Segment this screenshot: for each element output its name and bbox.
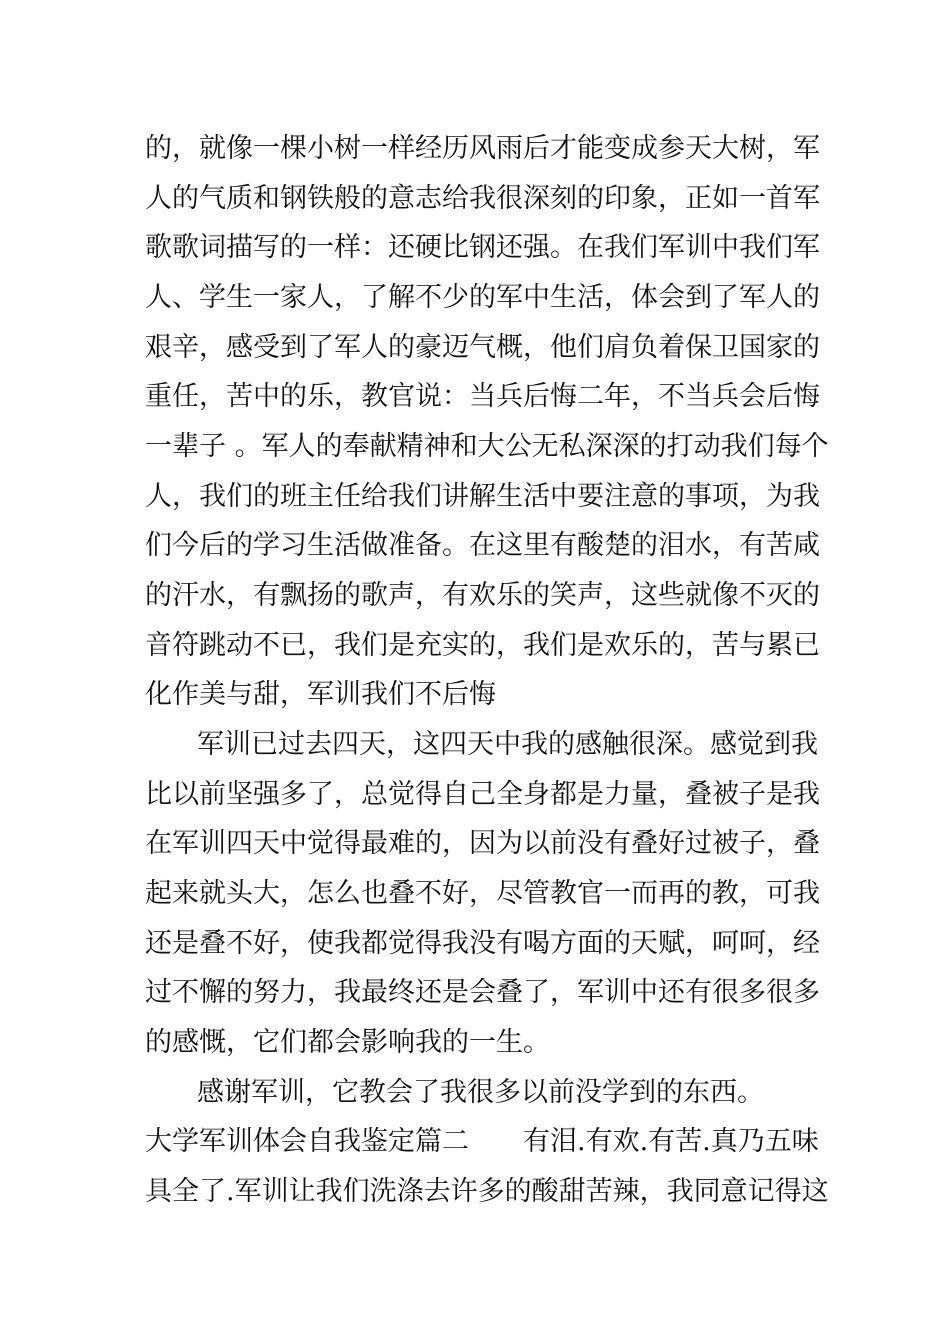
paragraph-3-line-1: 感谢军训，它教会了我很多以前没学到的东西。 [197, 1077, 764, 1108]
text-line-6: 重任，苦中的乐，教官说：当兵后悔二年，不当兵会后悔 [145, 381, 820, 412]
text-line-7: 一辈子 。军人的奉献精神和大公无私深深的打动我们每个 [145, 431, 829, 462]
text-line-14: 比以前坚强多了，总觉得自己全身都是力量，叠被子是我 [145, 779, 820, 810]
text-line-22: 具全了.军训让我们洗涤去许多的酸甜苦辣，我同意记得这 [145, 1176, 829, 1207]
paragraph-2-line-1: 军训已过去四天，这四天中我的感触很深。感觉到我 [197, 729, 818, 760]
text-line-17: 还是叠不好，使我都觉得我没有喝方面的天赋，呵呵，经 [145, 928, 820, 959]
text-line-16: 起来就头大，怎么也叠不好，尽管教官一而再的教，可我 [145, 878, 820, 909]
text-line-18: 过不懈的努力，我最终还是会叠了，军训中还有很多很多 [145, 977, 820, 1008]
text-line-15: 在军训四天中觉得最难的，因为以前没有叠好过被子，叠 [145, 828, 820, 859]
section-heading-line: 大学军训体会自我鉴定篇二 有泪.有欢.有苦.真乃五味 [145, 1126, 819, 1157]
text-line-3: 歌歌词描写的一样：还硬比钢还强。在我们军训中我们军 [145, 232, 820, 263]
text-line-2: 人的气质和钢铁般的意志给我很深刻的印象，正如一首军 [145, 183, 820, 214]
text-line-8: 人，我们的班主任给我们讲解生活中要注意的事项，为我 [145, 481, 820, 512]
text-line-9: 们今后的学习生活做准备。在这里有酸楚的泪水，有苦咸 [145, 530, 820, 561]
text-line-1: 的，就像一棵小树一样经历风雨后才能变成参天大树，军 [145, 133, 820, 164]
text-line-11: 音符跳动不已，我们是充实的，我们是欢乐的，苦与累已 [145, 630, 820, 661]
text-line-19: 的感慨，它们都会影响我的一生。 [145, 1027, 550, 1058]
text-line-10: 的汗水，有飘扬的歌声，有欢乐的笑声，这些就像不灭的 [145, 580, 820, 611]
text-line-12: 化作美与甜，军训我们不后悔 [145, 679, 496, 710]
text-line-5: 艰辛，感受到了军人的豪迈气概，他们肩负着保卫国家的 [145, 332, 820, 363]
text-line-4: 人、学生一家人，了解不少的军中生活，体会到了军人的 [145, 282, 820, 313]
